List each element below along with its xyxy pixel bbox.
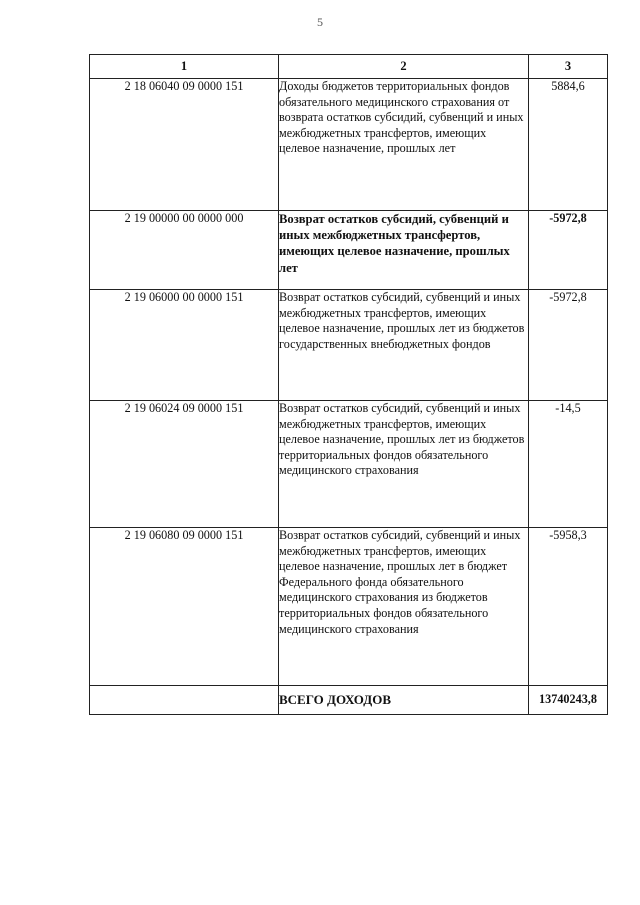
table-row [90,79,608,211]
revenue-name: Возврат остатков субсидий, субвенций и иных межбюджетных трансфертов, имеющих целевое назначение, прошлых лет в бюджет Федерального фонда обязательного медицинского страхования из бюджетов территориальных фондов обязательного медицинского страхования [279,528,529,686]
table-row [90,401,608,528]
table-row [90,528,608,686]
revenue-name: Возврат остатков субсидий, субвенций и иных межбюджетных трансфертов, имеющих целевое назначение, прошлых лет из бюджетов государственных внебюджетных фондов [279,290,529,401]
table-row [90,211,608,290]
total-amount: 13740243,8 [529,686,608,715]
revenue-amount: 5884,6 [529,79,608,211]
budget-code: 2 19 06000 00 0000 151 [90,290,279,401]
total-row [90,686,608,715]
budget-code: 2 19 06024 09 0000 151 [90,401,279,528]
table-header-row [90,55,608,79]
total-label: ВСЕГО ДОХОДОВ [279,686,529,715]
column-header-name: 2 [279,55,529,79]
table-row [90,290,608,401]
revenue-table [89,54,608,715]
revenue-amount: -5972,8 [529,211,608,290]
revenue-name: Возврат остатков субсидий, субвенций и иных межбюджетных трансфертов, имеющих целевое назначение, прошлых лет [279,211,529,290]
column-header-amount: 3 [529,55,608,79]
revenue-amount: -14,5 [529,401,608,528]
page-number: 5 [317,15,323,29]
column-header-code: 1 [90,55,279,79]
budget-code: 2 19 00000 00 0000 000 [90,211,279,290]
budget-code: 2 19 06080 09 0000 151 [90,528,279,686]
revenue-name: Возврат остатков субсидий, субвенций и иных межбюджетных трансфертов, имеющих целевое назначение, прошлых лет из бюджетов территориальных фондов обязательного медицинского страхования [279,401,529,528]
revenue-amount: -5958,3 [529,528,608,686]
revenue-amount: -5972,8 [529,290,608,401]
total-code [90,686,279,715]
budget-code: 2 18 06040 09 0000 151 [90,79,279,211]
revenue-name: Доходы бюджетов территориальных фондов обязательного медицинского страхования от возврата остатков субсидий, субвенций и иных межбюджетных трансфертов, имеющих целевое назначение, прошлых лет [279,79,529,211]
